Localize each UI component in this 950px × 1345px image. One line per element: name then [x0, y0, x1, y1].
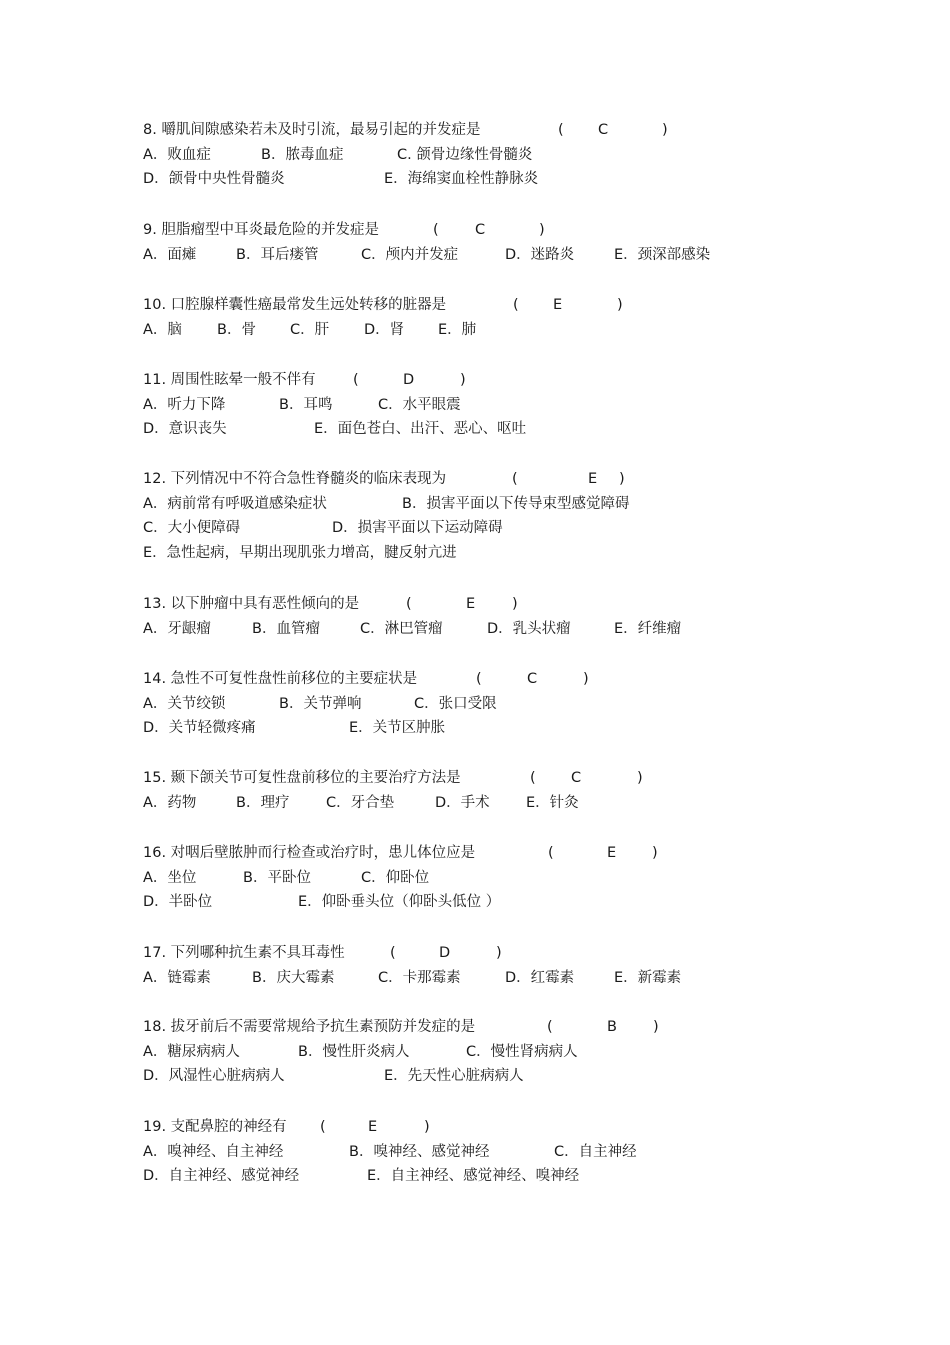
question-block [143, 667, 863, 741]
option-row [143, 866, 863, 891]
option-choice: B．损害平面以下传导束型感觉障碍 [402, 495, 630, 512]
option-row [143, 966, 863, 991]
question-stem: 15. 颞下颌关节可复性盘前移位的主要治疗方法是 [143, 770, 461, 786]
question-stem-line [143, 941, 863, 966]
option-choice: C．肝 [290, 321, 330, 338]
question-block [143, 1015, 863, 1089]
option-choice: A．链霉素 [143, 969, 211, 986]
question-stem-line [143, 293, 863, 318]
option-choice: C．淋巴管瘤 [360, 620, 443, 637]
option-choice: D．关节轻微疼痛 [143, 720, 256, 736]
question-block [143, 592, 863, 641]
option-choice: D．自主神经、感觉神经 [143, 1168, 300, 1184]
question-block [143, 368, 863, 442]
option-choice: C．卡那霉素 [378, 969, 461, 986]
option-row [143, 243, 863, 268]
option-choice: E．急性起病，早期出现肌张力增高，腱反射亢进 [143, 544, 457, 561]
option-row [143, 318, 863, 343]
option-row [143, 417, 863, 442]
option-choice: B．庆大霉素 [252, 969, 335, 986]
answer-close-paren: ) [662, 122, 668, 138]
question-stem-line [143, 368, 863, 393]
answer-open-paren: ( [513, 297, 519, 313]
answer-open-paren: ( [476, 671, 482, 687]
answer-close-paren: ) [539, 222, 545, 238]
question-block [143, 941, 863, 990]
option-choice: C．颅内并发症 [361, 246, 459, 263]
option-row [143, 516, 863, 541]
option-choice: C. 颌骨边缘性骨髓炎 [397, 146, 533, 163]
option-choice: D．风湿性心脏病病人 [143, 1068, 285, 1084]
option-choice: A．病前常有呼吸道感染症状 [143, 495, 327, 512]
option-choice: A．药物 [143, 794, 197, 811]
option-choice: D．迷路炎 [505, 246, 575, 263]
option-choice: B．理疗 [236, 794, 290, 811]
option-choice: E．新霉素 [614, 969, 682, 986]
answer-open-paren: ( [512, 471, 518, 487]
question-stem-line [143, 592, 863, 617]
question-stem: 18. 拔牙前后不需要常规给予抗生素预防并发症的是 [143, 1019, 476, 1035]
question-stem-line [143, 467, 863, 492]
answer-open-paren: ( [547, 1019, 553, 1035]
option-choice: E．自主神经、感觉神经、嗅神经 [367, 1168, 580, 1184]
option-choice: B．骨 [217, 321, 256, 338]
question-stem-line [143, 1115, 863, 1140]
question-stem: 14. 急性不可复性盘性前移位的主要症状是 [143, 671, 418, 687]
option-row [143, 617, 863, 642]
option-choice: B．平卧位 [243, 869, 311, 886]
option-choice: B．脓毒血症 [261, 146, 344, 163]
option-choice: B．嗅神经、感觉神经 [349, 1143, 490, 1160]
answer-key: D [403, 372, 415, 388]
answer-open-paren: ( [433, 222, 439, 238]
answer-key: D [439, 945, 451, 961]
answer-key: C [527, 671, 538, 687]
option-choice: B．耳鸣 [279, 396, 333, 413]
answer-close-paren: ) [583, 671, 589, 687]
option-choice: D．乳头状瘤 [487, 620, 571, 637]
answer-open-paren: ( [558, 122, 564, 138]
option-choice: A．嗅神经、自主神经 [143, 1143, 284, 1160]
option-choice: B．关节弹响 [279, 695, 362, 712]
answer-open-paren: ( [390, 945, 396, 961]
question-stem: 11. 周围性眩晕一般不伴有 [143, 372, 316, 388]
question-block [143, 467, 863, 565]
answer-open-paren: ( [548, 845, 554, 861]
question-stem: 17. 下列哪种抗生素不具耳毒性 [143, 945, 345, 961]
answer-close-paren: ) [617, 297, 623, 313]
option-choice: C．牙合垫 [326, 794, 395, 811]
answer-key: E [466, 596, 476, 612]
option-row [143, 1064, 863, 1089]
answer-close-paren: ) [424, 1119, 430, 1135]
option-choice: A．脑 [143, 321, 182, 338]
option-choice: E．仰卧垂头位（仰卧头低位 ） [298, 894, 501, 910]
option-choice: B．耳后瘘管 [236, 246, 319, 263]
option-choice: E．先天性心脏病病人 [384, 1068, 524, 1084]
option-row [143, 791, 863, 816]
option-row [143, 1164, 863, 1189]
question-stem-line [143, 118, 863, 143]
answer-key: C [475, 222, 486, 238]
question-block [143, 293, 863, 342]
answer-key: B [607, 1019, 617, 1035]
option-choice: E．颈深部感染 [614, 246, 711, 263]
option-choice: C．大小便障碍 [143, 520, 241, 536]
question-stem: 19. 支配鼻腔的神经有 [143, 1119, 287, 1135]
option-choice: E．面色苍白、出汗、恶心、呕吐 [314, 421, 527, 437]
answer-close-paren: ) [512, 596, 518, 612]
option-choice: D．手术 [435, 794, 490, 811]
answer-close-paren: ) [652, 845, 658, 861]
question-block [143, 766, 863, 815]
option-row [143, 393, 863, 418]
option-choice: D．颌骨中央性骨髓炎 [143, 171, 285, 187]
question-stem: 10. 口腔腺样囊性癌最常发生远处转移的脏器是 [143, 297, 447, 313]
option-choice: D．肾 [364, 321, 405, 338]
option-choice: E．关节区肿胀 [349, 720, 446, 736]
option-choice: C．仰卧位 [361, 869, 430, 886]
answer-close-paren: ) [637, 770, 643, 786]
answer-close-paren: ) [619, 471, 625, 487]
option-choice: A．牙龈瘤 [143, 620, 211, 637]
question-stem: 9. 胆脂瘤型中耳炎最危险的并发症是 [143, 222, 379, 238]
answer-close-paren: ) [653, 1019, 659, 1035]
option-choice: C．慢性肾病病人 [466, 1043, 578, 1060]
question-stem-line [143, 766, 863, 791]
answer-open-paren: ( [320, 1119, 326, 1135]
option-choice: A．关节绞锁 [143, 695, 226, 712]
option-choice: A．面瘫 [143, 246, 197, 263]
option-row [143, 167, 863, 192]
question-block [143, 1115, 863, 1189]
question-stem-line [143, 841, 863, 866]
question-block [143, 218, 863, 267]
answer-open-paren: ( [406, 596, 412, 612]
option-choice: B．血管瘤 [252, 620, 320, 637]
option-choice: D．意识丧失 [143, 421, 227, 437]
option-row [143, 1040, 863, 1065]
option-choice: E．肺 [438, 321, 477, 338]
option-choice: B．慢性肝炎病人 [298, 1043, 410, 1060]
answer-key: E [588, 471, 598, 487]
option-row [143, 1140, 863, 1165]
answer-key: E [553, 297, 563, 313]
answer-key: C [571, 770, 582, 786]
question-block [143, 118, 863, 192]
option-choice: C．水平眼震 [378, 396, 461, 413]
option-choice: D．红霉素 [505, 969, 575, 986]
answer-key: C [598, 122, 609, 138]
option-row [143, 492, 863, 517]
question-stem: 16. 对咽后壁脓肿而行检查或治疗时，患儿体位应是 [143, 845, 476, 861]
answer-close-paren: ) [460, 372, 466, 388]
answer-open-paren: ( [530, 770, 536, 786]
answer-key: E [607, 845, 617, 861]
option-row [143, 716, 863, 741]
question-stem-line [143, 218, 863, 243]
option-choice: A．坐位 [143, 869, 197, 886]
option-row [143, 692, 863, 717]
question-stem-line [143, 667, 863, 692]
option-choice: E．纤维瘤 [614, 620, 682, 637]
question-stem: 13. 以下肿瘤中具有恶性倾向的是 [143, 596, 360, 612]
question-stem-line [143, 1015, 863, 1040]
option-choice: A．听力下降 [143, 396, 226, 413]
option-choice: A．败血症 [143, 146, 211, 163]
answer-close-paren: ) [496, 945, 502, 961]
option-choice: D．半卧位 [143, 894, 213, 910]
option-choice: A．糖尿病病人 [143, 1043, 240, 1060]
option-choice: E．针灸 [526, 794, 579, 811]
answer-open-paren: ( [353, 372, 359, 388]
option-choice: D．损害平面以下运动障碍 [332, 520, 503, 536]
option-row [143, 143, 863, 168]
option-row [143, 890, 863, 915]
option-row [143, 541, 863, 566]
question-stem: 12. 下列情况中不符合急性脊髓炎的临床表现为 [143, 471, 447, 487]
question-block [143, 841, 863, 915]
question-stem: 8. 嚼肌间隙感染若未及时引流，最易引起的并发症是 [143, 122, 481, 138]
option-choice: C．自主神经 [554, 1143, 637, 1160]
answer-key: E [368, 1119, 378, 1135]
option-choice: C．张口受限 [414, 695, 497, 712]
option-choice: E．海绵窦血栓性静脉炎 [384, 171, 539, 187]
